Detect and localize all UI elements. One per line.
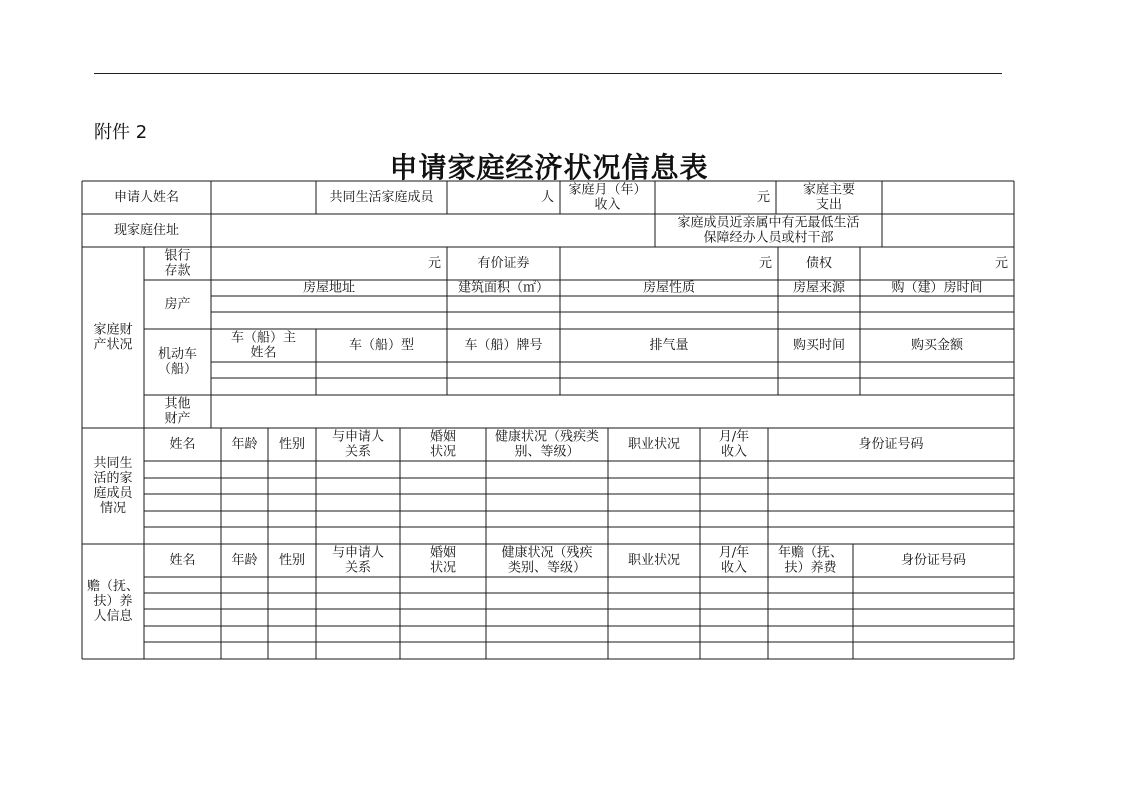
vehicle-col-header: 车（船）型 <box>348 338 415 353</box>
members-col-header: 职业状况 <box>627 437 681 452</box>
vehicle-label: （船） <box>157 362 198 377</box>
members-col-header: 别、等级） <box>514 444 580 460</box>
members-col-header: 月/年 <box>718 429 750 445</box>
supporters-col-header: 姓名 <box>169 553 196 568</box>
other-property-label: 其他 <box>164 396 191 412</box>
members-section-label: 庭成员 <box>93 486 133 501</box>
bank-yuan-unit: 元 <box>427 256 441 271</box>
supporters-col-header: 性别 <box>278 553 306 568</box>
other-property-label: 财产 <box>164 411 191 427</box>
debt-label: 债权 <box>805 256 833 271</box>
main-expense-label: 支出 <box>815 197 843 213</box>
assets-section-label: 产状况 <box>93 337 133 353</box>
supporters-section-label: 人信息 <box>93 609 133 624</box>
members-col-header: 状况 <box>429 444 457 460</box>
supporters-col-header: 状况 <box>429 560 457 576</box>
supporters-col-header: 职业状况 <box>627 553 681 568</box>
relatives-label: 保障经办人员或村干部 <box>703 230 834 246</box>
members-col-header: 关系 <box>344 444 372 460</box>
vehicle-col-header: 车（船）牌号 <box>464 338 543 353</box>
vehicle-col-header: 购买时间 <box>792 338 846 353</box>
members-col-header: 健康状况（残疾类 <box>494 429 600 445</box>
members-col-header: 年龄 <box>231 437 258 452</box>
monthly-income-label: 家庭月（年） <box>568 182 647 198</box>
house-col-header: 房屋来源 <box>792 280 846 296</box>
supporters-section-label: 赡（抚、 <box>86 579 140 594</box>
house-col-header: 建筑面积（㎡） <box>457 280 550 296</box>
bank-deposit-label: 银行 <box>164 248 191 264</box>
securities-label: 有价证券 <box>477 256 530 271</box>
members-section-label: 活的家 <box>93 471 133 486</box>
members-col-header: 性别 <box>278 437 306 452</box>
supporters-col-header: 年龄 <box>231 553 258 568</box>
bank-deposit-label: 存款 <box>164 263 191 279</box>
house-label: 房产 <box>164 297 191 312</box>
members-col-header: 姓名 <box>169 437 196 452</box>
supporters-col-header: 收入 <box>720 560 748 576</box>
supporters-col-header: 关系 <box>344 560 372 576</box>
vehicle-owner-header: 姓名 <box>250 345 277 361</box>
supporters-col-header: 月/年 <box>718 545 750 561</box>
relatives-label: 家庭成员近亲属中有无最低生活 <box>677 215 860 231</box>
members-section-label: 共同生 <box>93 456 133 471</box>
debt-yuan-unit: 元 <box>994 256 1008 271</box>
members-col-header: 与申请人 <box>331 429 385 445</box>
supporters-col-header: 健康状况（残疾 <box>501 545 593 561</box>
supporters-col-header: 身份证号码 <box>900 553 967 568</box>
members-col-header: 收入 <box>720 444 748 460</box>
members-section-label: 情况 <box>99 501 127 516</box>
supporters-section-label: 扶）养 <box>93 594 133 609</box>
house-col-header: 房屋性质 <box>642 280 696 296</box>
table-labels <box>87 182 1008 625</box>
table-grid-lines <box>82 181 1014 659</box>
person-unit: 人 <box>540 190 554 205</box>
house-col-header: 房屋地址 <box>302 280 356 296</box>
supporters-col-header: 婚姻 <box>429 545 457 561</box>
house-col-header: 购（建）房时间 <box>891 280 983 296</box>
supporters-col-header: 年赡（抚、 <box>777 545 844 561</box>
monthly-income-label: 收入 <box>594 197 621 213</box>
vehicle-col-header: 排气量 <box>649 338 689 353</box>
applicant-name-label: 申请人姓名 <box>113 190 180 205</box>
securities-yuan-unit: 元 <box>758 256 772 271</box>
supporters-col-header: 与申请人 <box>331 545 385 561</box>
members-col-header: 婚姻 <box>429 429 457 445</box>
attachment-label: 附件 2 <box>94 122 148 143</box>
supporters-col-header: 扶）养费 <box>784 560 837 576</box>
address-label: 现家庭住址 <box>113 223 180 238</box>
form-title: 申请家庭经济状况信息表 <box>389 151 709 184</box>
co-members-label: 共同生活家庭成员 <box>329 190 434 205</box>
members-col-header: 身份证号码 <box>858 437 924 452</box>
vehicle-col-header: 购买金额 <box>910 338 964 353</box>
main-expense-label: 家庭主要 <box>802 182 856 198</box>
income-yuan-unit: 元 <box>756 190 770 205</box>
assets-section-label: 家庭财 <box>93 322 133 338</box>
vehicle-label: 机动车 <box>157 347 198 362</box>
vehicle-owner-header: 车（船）主 <box>230 330 297 346</box>
supporters-col-header: 类别、等级） <box>507 560 587 576</box>
